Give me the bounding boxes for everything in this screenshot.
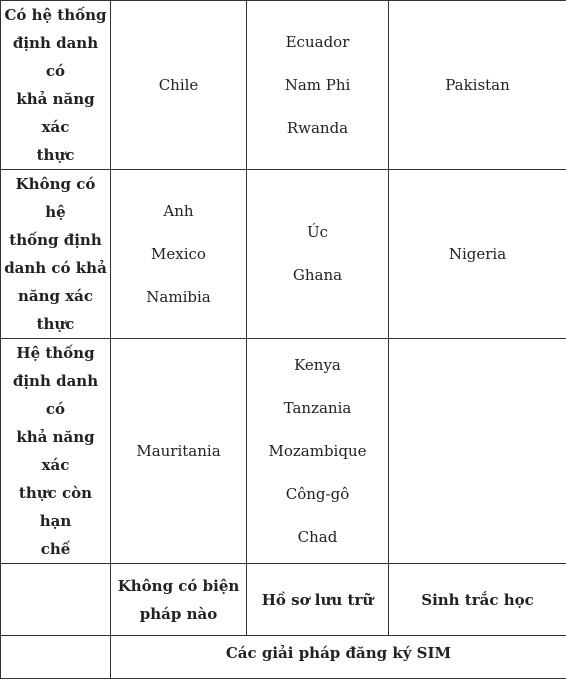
table-cell xyxy=(111,339,247,564)
country-name: Rwanda xyxy=(247,107,388,150)
column-header-biometrics xyxy=(389,564,566,636)
table-row xyxy=(1,170,566,339)
country-name: Mauritania xyxy=(111,430,246,473)
country-name: Công-gô xyxy=(247,473,388,516)
row-header xyxy=(1,1,111,170)
row-header-line: định danh có xyxy=(3,367,108,423)
country-name: Chile xyxy=(111,64,246,107)
column-header-line: Sinh trắc học xyxy=(389,586,566,614)
country-name: Kenya xyxy=(247,344,388,387)
row-header-line: thực còn hạn xyxy=(3,479,108,535)
country-name: Ecuador xyxy=(247,21,388,64)
footer-row xyxy=(1,636,566,679)
table-cell xyxy=(389,1,566,170)
row-header-line: định danh có xyxy=(3,29,108,85)
row-header-line: khả năng xác xyxy=(3,85,108,141)
table-cell xyxy=(247,1,389,170)
column-header-line: Hồ sơ lưu trữ xyxy=(247,586,388,614)
table-row xyxy=(1,1,566,170)
table-row xyxy=(1,339,566,564)
corner-cell-empty xyxy=(1,564,111,636)
column-header-row xyxy=(1,564,566,636)
axis-caption xyxy=(111,636,566,679)
country-name: Mozambique xyxy=(247,430,388,473)
row-header xyxy=(1,170,111,339)
row-header-line: thống định xyxy=(3,226,108,254)
country-name: Ghana xyxy=(247,254,388,297)
table-cell xyxy=(247,339,389,564)
row-header-line: Hệ thống xyxy=(3,339,108,367)
country-name: Tanzania xyxy=(247,387,388,430)
country-name: Nam Phi xyxy=(247,64,388,107)
row-header-line: danh có khả xyxy=(3,254,108,282)
table-cell xyxy=(389,170,566,339)
row-header-line: khả năng xác xyxy=(3,423,108,479)
table-cell xyxy=(111,1,247,170)
country-name: Chad xyxy=(247,516,388,559)
column-header-line: Không có biện xyxy=(111,572,246,600)
row-header-line: năng xác xyxy=(3,282,108,310)
row-header-line: thực xyxy=(3,141,108,169)
table-cell xyxy=(247,170,389,339)
country-name: Anh xyxy=(111,190,246,233)
row-header-line: Không có hệ xyxy=(3,170,108,226)
table-cell-empty xyxy=(389,339,566,564)
country-name: Mexico xyxy=(111,233,246,276)
column-header-records xyxy=(247,564,389,636)
row-header-line: thực xyxy=(3,310,108,338)
column-header-none xyxy=(111,564,247,636)
country-name: Úc xyxy=(247,211,388,254)
table-cell xyxy=(111,170,247,339)
row-header xyxy=(1,339,111,564)
country-name: Pakistan xyxy=(389,64,566,107)
row-header-line: Có hệ thống xyxy=(3,1,108,29)
country-name: Namibia xyxy=(111,276,246,319)
row-header-line: chế xyxy=(3,535,108,563)
footer-corner-empty xyxy=(1,636,111,679)
axis-caption-text: Các giải pháp đăng ký SIM xyxy=(226,644,451,662)
column-header-line: pháp nào xyxy=(111,600,246,628)
country-name: Nigeria xyxy=(389,233,566,276)
